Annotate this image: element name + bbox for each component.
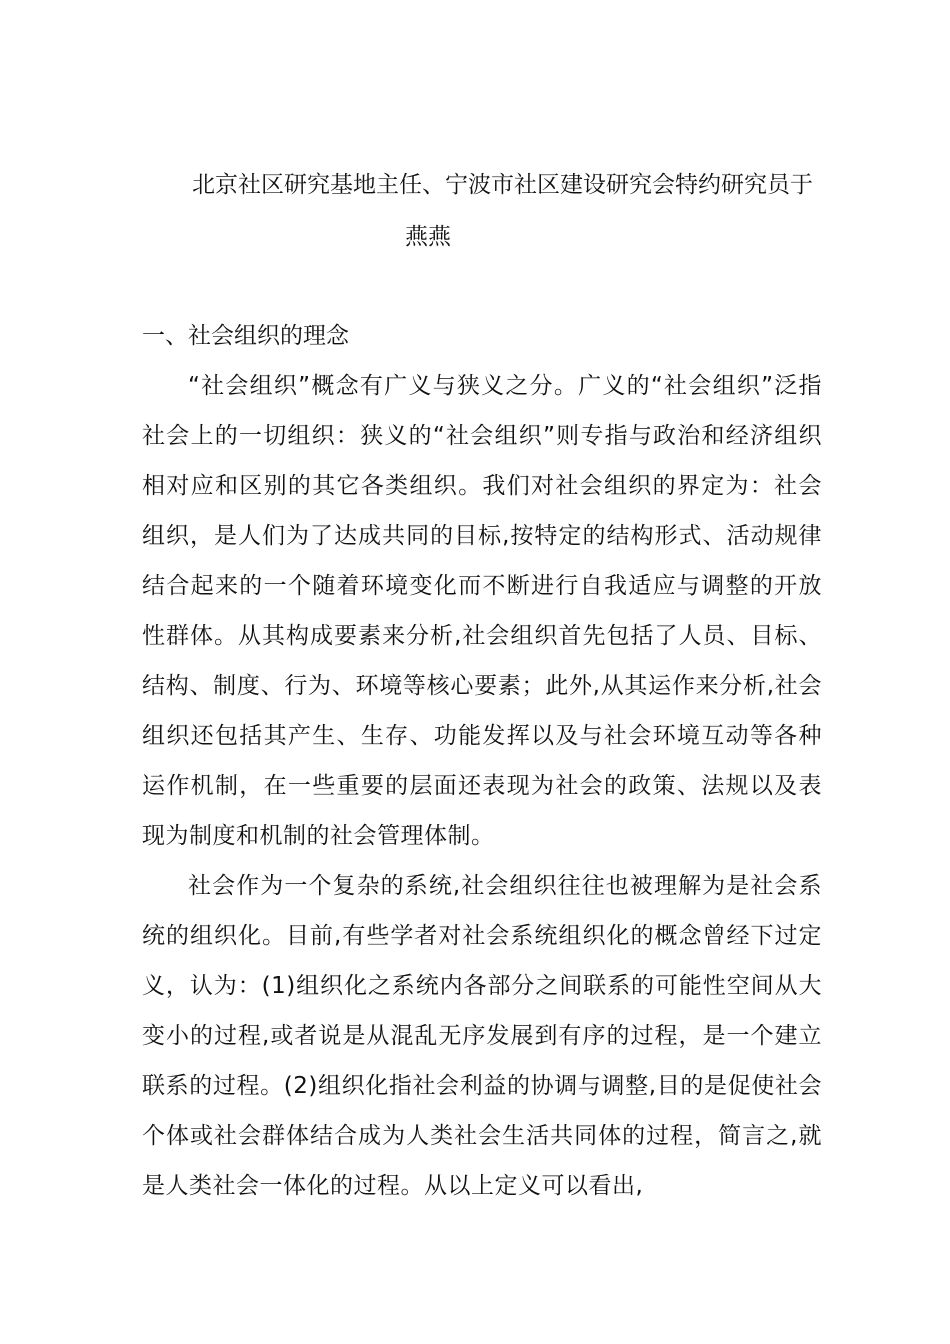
author-title-line: 北京社区研究基地主任、宁波市社区建设研究会特约研究员于 — [192, 172, 813, 198]
paragraph: “社会组织”概念有广义与狭义之分。广义的“社会组织”泛指社会上的一切组织：狭义的“社会组织”则专指与政治和经济组织相对应和区别的其它各类组织。我们对社会组织的界定为：社会组织，是人们为了达成共同的目标,按特定的结构形式、活动规律结合起来的一个随着环境变化而不断进行自我适应与调整的开放性群体。从其构成要素来分析,社会组织首先包括了人员、目标、结构、制度、行为、环境等核心要素；此外,从其运作来分析,社会组织还包括其产生、生存、功能发挥以及与社会环境互动等各种运作机制，在一些重要的层面还表现为社会的政策、法规以及表现为制度和机制的社会管理体制。 — [142, 373, 822, 849]
author-name: 燕燕 — [405, 224, 451, 250]
section-heading: 一、社会组织的理念 — [142, 323, 349, 349]
paragraph: 社会作为一个复杂的系统,社会组织往往也被理解为是社会系统的组织化。目前,有些学者对社会系统组织化的概念曾经下过定义，认为：(1)组织化之系统内各部分之间联系的可能性空间从大变小的过程,或者说是从混乱无序发展到有序的过程，是一个建立联系的过程。(2)组织化指社会利益的协调与调整,目的是促使社会个体或社会群体结合成为人类社会生活共同体的过程，简言之,就是人类社会一体化的过程。从以上定义可以看出, — [142, 873, 822, 1199]
document-body — [142, 311, 822, 1211]
author-block — [0, 166, 950, 256]
